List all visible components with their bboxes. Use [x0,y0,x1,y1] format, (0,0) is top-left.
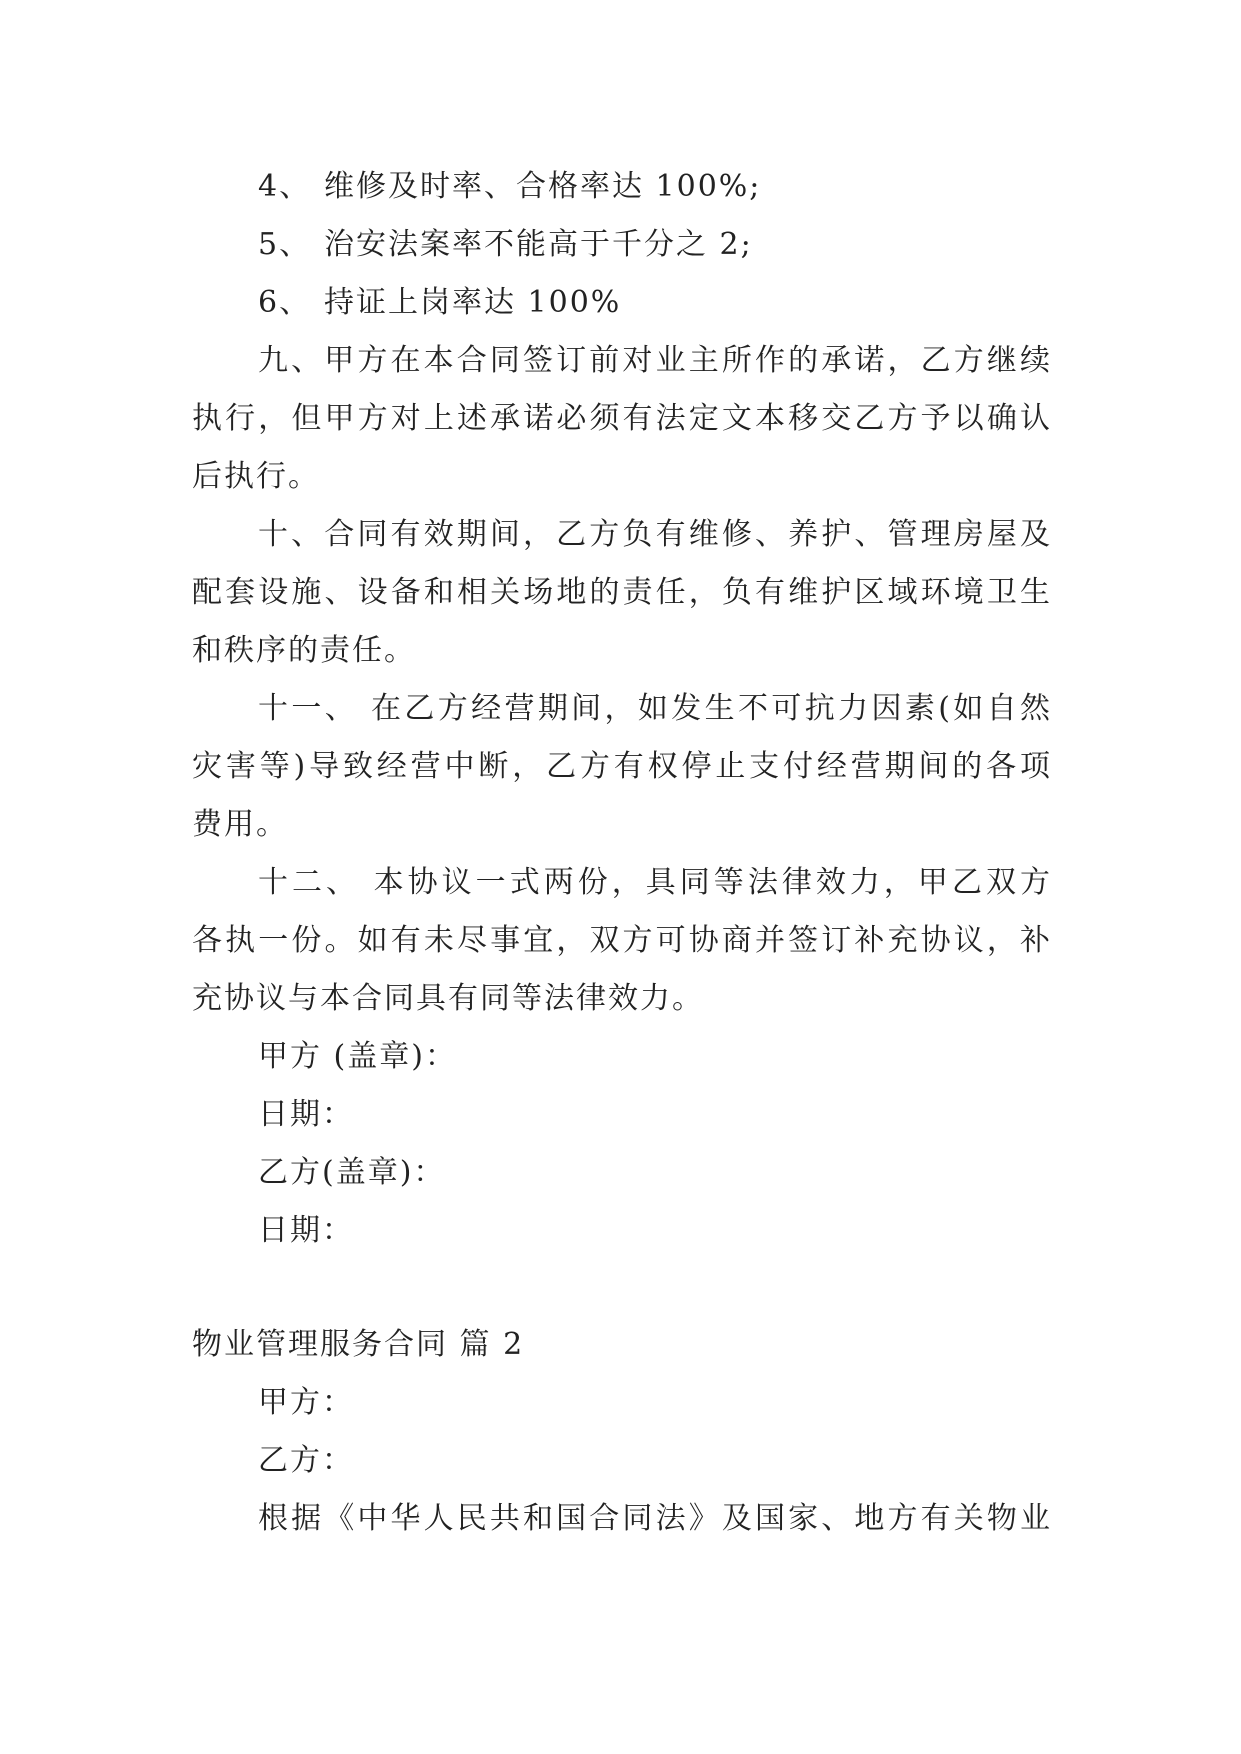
section2-party-b: 乙方： [258,1443,354,1478]
section2-party-a: 甲方： [258,1385,354,1420]
clause-10-line-3: 和秩序的责任。 [192,633,416,668]
clause-11-line-2: 灾害等)导致经营中断，乙方有权停止支付经营期间的各项 [192,749,1052,784]
document-page [192,158,1052,1548]
clause-9-line-2: 执行，但甲方对上述承诺必须有法定文本移交乙方予以确认 [192,401,1052,436]
section-spacer [192,1260,1052,1316]
clause-12-line-1: 十二、 本协议一式两份，具同等法律效力，甲乙双方 [258,865,1052,900]
list-item-number: 6、 [258,285,312,320]
party-a-seal-label: 甲方 (盖章)： [258,1039,457,1074]
clause-10-line-1: 十、合同有效期间，乙方负有维修、养护、管理房屋及 [258,517,1052,552]
list-item [192,158,1052,216]
clause-9-line-1: 九、甲方在本合同签订前对业主所作的承诺，乙方继续 [258,343,1052,378]
list-item [192,216,1052,274]
clause-12-line-3: 充协议与本合同具有同等法律效力。 [192,981,704,1016]
date-a-label: 日期： [258,1097,354,1132]
list-item-number: 5、 [258,227,312,262]
clause-11-line-1: 十一、 在乙方经营期间，如发生不可抗力因素(如自然 [258,691,1052,726]
date-b-label: 日期： [258,1213,354,1248]
list-item-text: 维修及时率、合格率达 100%; [324,169,762,204]
clause-12-line-2: 各执一份。如有未尽事宜，双方可协商并签订补充协议，补 [192,923,1052,958]
party-b-seal-label: 乙方(盖章)： [258,1155,446,1190]
clause-11-line-3: 费用。 [192,807,288,842]
section-title: 物业管理服务合同 篇 2 [192,1327,525,1362]
section2-intro: 根据《中华人民共和国合同法》及国家、地方有关物业 [258,1501,1052,1536]
clause-9-line-3: 后执行。 [192,459,320,494]
list-item [192,274,1052,332]
list-item-text: 治安法案率不能高于千分之 2; [324,227,753,262]
list-item-text: 持证上岗率达 100% [324,285,622,320]
list-item-number: 4、 [258,169,312,204]
clause-10-line-2: 配套设施、设备和相关场地的责任，负有维护区域环境卫生 [192,575,1052,610]
